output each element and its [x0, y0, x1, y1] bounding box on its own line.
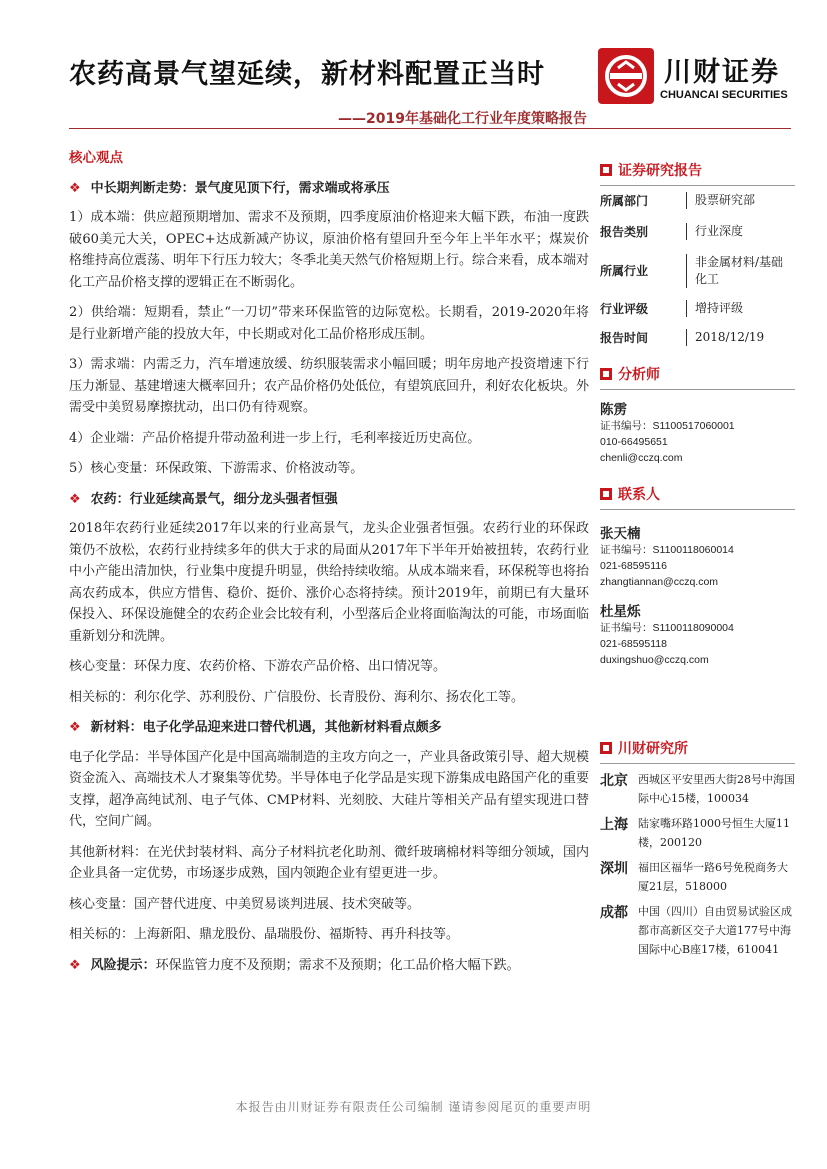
paragraph: 5）核心变量：环保政策、下游需求、价格波动等。: [69, 461, 364, 476]
report-info-heading: 证券研究报告: [600, 160, 795, 180]
paragraph: 3）需求端：内需乏力，汽车增速放缓、纺织服装需求小幅回暖；明年房地产投资增速下行压力渐显、基建增速大概率回升；农产品价格仍处低位，有望筑底回升，利好农化板块。外需受中美贸易摩擦扰动，出口仍有待观察。: [69, 357, 590, 415]
info-row: 行业评级 增持评级: [600, 300, 795, 317]
office-row: 上海 陆家嘴环路1000号恒生大厦11楼，200120: [600, 817, 790, 849]
office-row: 深圳 福田区福华一路6号免税商务大厦21层，518000: [600, 861, 788, 893]
institute-heading: 川财研究所: [600, 738, 795, 758]
contact-email: zhangtiannan@cczq.com: [600, 576, 719, 588]
contact-phone: 021-68595118: [600, 638, 667, 650]
contact-name: 杜星烁: [600, 604, 641, 620]
core-views-heading: 核心观点: [69, 150, 123, 166]
info-row: 报告类别 行业深度: [600, 223, 795, 240]
paragraph: 4）企业端：产品价格提升带动盈利进一步上行，毛利率接近历史高位。: [69, 430, 481, 446]
analyst-cert: 证书编号：S1100517060001: [600, 420, 735, 432]
logo-chinese-name: 川财证券: [664, 57, 780, 88]
risk-warning: ❖ 风险提示：环保监管力度不及预期；需求不及预期；化工品价格大幅下跌。: [69, 957, 520, 973]
diamond-bullet-icon: ❖: [69, 720, 81, 735]
header-divider: [69, 128, 791, 129]
logo-english-name: CHUANCAI SECURITIES: [660, 89, 788, 101]
office-row: 北京 西城区平安里西大街28号中海国际中心15楼，100034: [600, 773, 795, 805]
footer-disclaimer: 本报告由川财证券有限责任公司编制 谨请参阅尾页的重要声明: [235, 1100, 592, 1114]
contact-phone: 021-68595116: [600, 560, 667, 572]
divider: [600, 763, 795, 764]
analyst-phone: 010-66495651: [600, 436, 668, 448]
logo-emblem-icon: [598, 48, 654, 104]
section-heading: ❖ 农药：行业延续高景气，细分龙头强者恒强: [69, 491, 338, 507]
paragraph: 核心变量：环保力度、农药价格、下游农产品价格、出口情况等。: [69, 659, 447, 674]
company-logo: [598, 46, 798, 106]
contact-cert: 证书编号：S1100118060014: [600, 544, 734, 556]
report-subtitle: ——2019年基础化工行业年度策略报告: [338, 111, 587, 127]
analyst-email: chenli@cczq.com: [600, 452, 683, 464]
paragraph: 相关标的：利尔化学、苏利股份、广信股份、长青股份、海利尔、扬农化工等。: [69, 689, 525, 705]
contact-heading: 联系人: [600, 484, 795, 504]
diamond-bullet-icon: ❖: [69, 491, 81, 507]
main-content: [69, 148, 589, 985]
paragraph: 1）成本端：供应超预期增加、需求不及预期，四季度原油价格迎来大幅下跌，布油一度跌破60美元大关，OPEC+达成新减产协议，原油价格有望回升至今年上半年水平；煤炭价格维持高位震荡、明年下行压力较大；冬季北美天然气价格短期上行。综合来看，成本端对化工产品价格支撑的逻辑正在不断弱化。: [69, 210, 590, 290]
diamond-bullet-icon: ❖: [69, 957, 81, 973]
contact-name: 张天楠: [600, 526, 641, 542]
divider: [600, 185, 795, 186]
square-bullet-icon: [600, 368, 612, 380]
sidebar: [600, 160, 795, 965]
paragraph: 电子化学品：半导体国产化是中国高端制造的主攻方向之一，产业具备政策引导、超大规模资金流入、高端技术人才聚集等优势。半导体电子化学品是实现下游集成电路国产化的重要支撑，超净高纯试剂、电子气体、CMP材料、光刻胶、大硅片等相关产品有望实现进口替代，空间广阔。: [69, 749, 590, 829]
analyst-heading: 分析师: [600, 364, 795, 384]
paragraph: 相关标的：上海新阳、鼎龙股份、晶瑞股份、福斯特、再升科技等。: [69, 927, 460, 942]
diamond-bullet-icon: ❖: [69, 180, 81, 196]
section-heading: ❖ 新材料：电子化学品迎来进口替代机遇，其他新材料看点颇多: [69, 720, 442, 735]
paragraph: 其他新材料：在光伏封装材料、高分子材料抗老化助剂、微纤玻璃棉材料等细分领域，国内企业具备一定优势，市场逐步成熟，国内领跑企业有望更进一步。: [69, 844, 590, 881]
contact-email: duxingshuo@cczq.com: [600, 654, 709, 666]
paragraph: 2）供给端：短期看，禁止“一刀切”带来环保监管的边际宽松。长期看，2019-2020年将是行业新增产能的投放大年，中长期或对化工品价格形成压制。: [69, 305, 589, 342]
divider: [600, 389, 795, 390]
divider: [600, 509, 795, 510]
info-row: 报告时间 2018/12/19: [600, 329, 795, 346]
info-row: 所属部门 股票研究部: [600, 192, 795, 209]
paragraph: 核心变量：国产替代进度、中美贸易谈判进展、技术突破等。: [69, 896, 421, 912]
square-bullet-icon: [600, 488, 612, 500]
paragraph: 2018年农药行业延续2017年以来的行业高景气，龙头企业强者恒强。农药行业的环保政策仍不放松，农药行业持续多年的供大于求的局面从2017年下半年开始被扭转，农药行业中小产能出清加快，行业集中度提升明显，供给持续收缩。从成本端来看，环保税等也将抬高农药成本，供应方惜售、稳价、挺价、涨价心态将持续。预计2019年，前期已有大量环保投入、环保设施健全的农药企业会比较有利，小型落后企业将面临淘汰的可能，市场面临重新划分和洗牌。: [69, 521, 590, 644]
info-row: 所属行业 非金属材料/基础化工: [600, 254, 795, 288]
analyst-name: 陈雳: [600, 402, 627, 418]
office-row: 成都 中国（四川）自由贸易试验区成都市高新区交子大道177号中海国际中心B座17楼，610041: [600, 905, 792, 956]
contact-cert: 证书编号：S1100118090004: [600, 622, 734, 634]
square-bullet-icon: [600, 164, 612, 176]
square-bullet-icon: [600, 742, 612, 754]
section-heading: ❖ 中长期判断走势：景气度见顶下行，需求端或将承压: [69, 180, 390, 196]
report-title: 农药高景气望延续，新材料配置正当时: [69, 59, 545, 90]
